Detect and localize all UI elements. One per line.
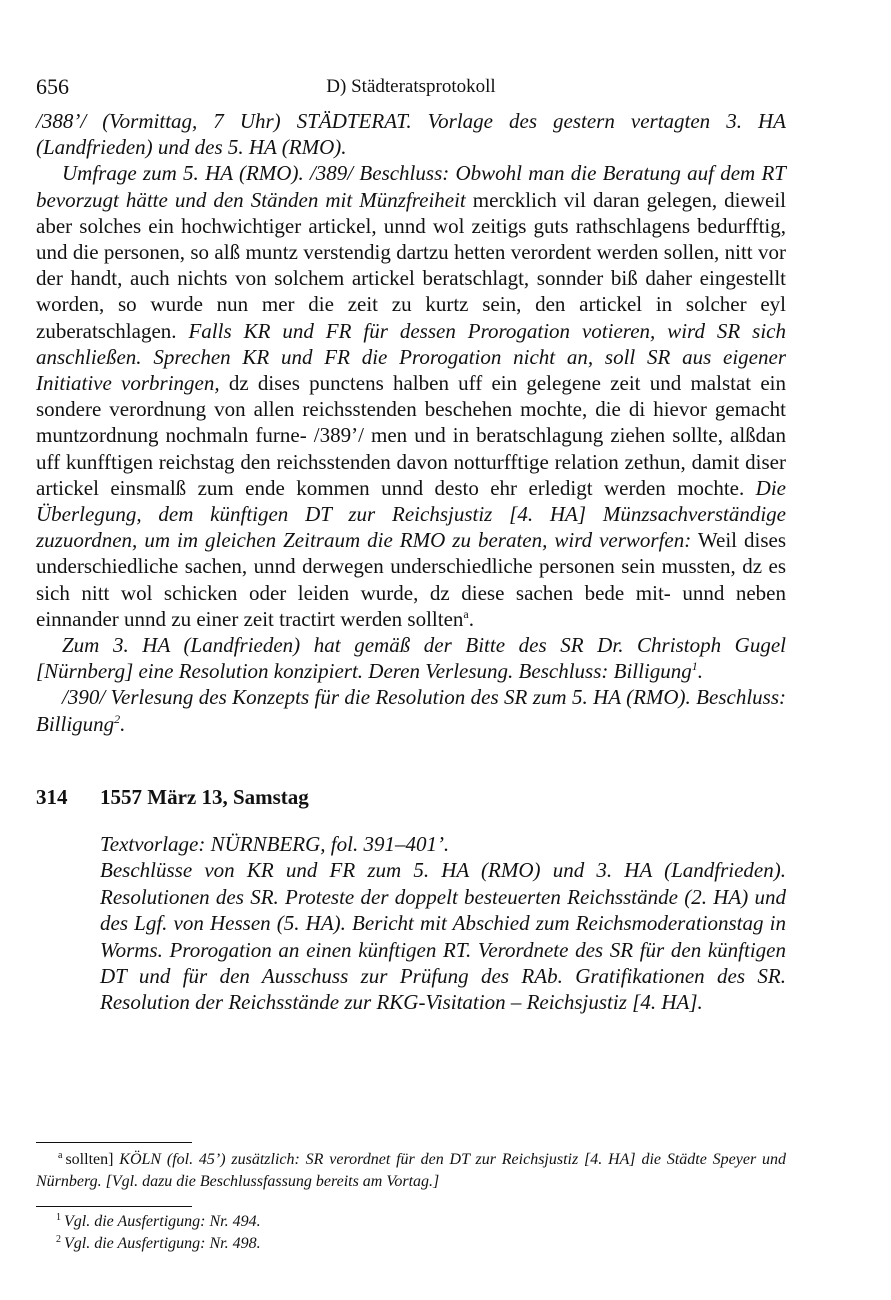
footnote-a-lemma: sollten]	[65, 1151, 114, 1168]
page-number: 656	[36, 74, 69, 99]
section-abstract: Beschlüsse von KR und FR zum 5. HA (RMO) und 3. HA (Landfrieden). Resolutionen des SR. Proteste der doppelt besteuerten Reichsstände (2. HA) und des Lgf. von Hessen (5. HA). Bericht mit Abschied zum Reichsmoderationstag in Worms. Prorogation an einen künftigen RT. Verordnete des SR für den künftigen DT und für den Ausschuss zur Prüfung des RAb. Gratifikationen des SR. Resolution der Reichsstände zur RKG-Visitation – Reichsjustiz [4. HA].	[100, 858, 786, 1015]
page-content	[36, 74, 786, 1016]
section-date: 1557 März 13, Samstag	[100, 784, 309, 809]
footnote-ref-2[interactable]: 2	[114, 711, 121, 726]
footnote-rule	[36, 1142, 192, 1143]
resolution-reading-text: /390/ Verlesung des Konzepts für die Resolution des SR zum 5. HA (RMO). Beschluss: Billigung	[36, 685, 786, 736]
section-number: 314	[36, 784, 68, 809]
footnote-1-text: Vgl. die Ausfertigung: Nr. 494.	[64, 1213, 261, 1230]
footnote-a	[36, 1149, 786, 1193]
paragraph-session-opening	[36, 108, 786, 160]
section-heading	[36, 785, 786, 815]
rmo-summary-italic-3: Die Überlegung, dem künftigen DT zur Reichsjustiz [4. HA] Münzsachverständige zuzuordnen, um im gleichen Zeitraum die RMO zu beraten, wird verworfen:	[36, 475, 786, 553]
rmo-summary-italic: Umfrage zum 5. HA (RMO). /389/ Beschluss: Obwohl man die Beratung auf dem RT bevorzugt hätte und den Ständen mit Münzfreiheit	[36, 161, 786, 212]
textvorlage: Textvorlage: NÜRNBERG, fol. 391–401’.	[100, 831, 450, 856]
rmo-quote-3: Weil dises underschiedliche sachen, unnd derwegen underschiedliche personen sein mussten, dz es sich nitt wol schicken oder leiden wurde, dz diese sachen bede mit- unnd neben einnander unnd zu einer zeit tractirt werden sollten	[36, 528, 787, 631]
footnote-2-marker: 2	[56, 1233, 61, 1245]
footnote-2	[36, 1233, 786, 1255]
landfrieden-text: Zum 3. HA (Landfrieden) hat gemäß der Bitte des SR Dr. Christoph Gugel [Nürnberg] eine Resolution konzipiert. Deren Verlesung. Beschluss: Billigung	[36, 633, 786, 684]
footnote-ref-a[interactable]: a	[463, 606, 469, 621]
critical-apparatus	[36, 1142, 786, 1193]
footnote-1-marker: 1	[56, 1211, 61, 1223]
body-text	[36, 108, 786, 737]
landfrieden-end: .	[697, 659, 704, 684]
footnote-rule-2	[36, 1206, 192, 1207]
resolution-reading-end: .	[120, 711, 126, 736]
footnote-1	[36, 1211, 786, 1233]
rmo-summary-italic-2: Falls KR und FR für dessen Prorogation votieren, wird SR sich anschließen. Sprechen KR und FR die Prorogation nicht an, soll SR aus eigener Initiative vorbringen,	[36, 318, 786, 396]
footnote-a-marker: a	[58, 1149, 63, 1161]
rmo-end: .	[468, 606, 474, 631]
running-title: D) Städteratsprotokoll	[326, 76, 496, 97]
rmo-quote-2: dz dises punctens halben uff ein gelegene zeit und malstat ein sondere verordnung von allen reichsstenden beschehen mochte, die di hievor gemacht muntzordnung nochmaln furne- /389’/ men und in beratschlagung ziehen sollte, alßdan uff kunfftigen reichstag den reichsstenden davon notturfftige relation zethun, damit diser artickel einsmalß zum ende kommen unnd desto ehr erledigt werden mochte.	[36, 371, 786, 500]
rmo-quote-1: mercklich vil daran gelegen, dieweil aber solches ein hochwichtiger artickel, unnd wol zeitigs guts rathschlagens bedurfftig, und die personen, so alß muntz verstendig dartzu hetten verordent werden sollen, nitt vor der handt, auch nichts von solchem artickel beratschlagt, sonnder biß daher eingestellt worden, so wurde nun mer die zeit zu kurtz sein, den artickel in solcher eyl zuberatschlagen.	[36, 187, 786, 343]
session-opening-text: /388’/ (Vormittag, 7 Uhr) STÄDTERAT. Vorlage des gestern vertagten 3. HA (Landfrieden) und des 5. HA (RMO).	[36, 109, 786, 160]
footnote-2-text: Vgl. die Ausfertigung: Nr. 498.	[64, 1235, 261, 1252]
footnote-a-text: KÖLN (fol. 45’) zusätzlich: SR verordnet für den DT zur Reichsjustiz [4. HA] die Städte Speyer und Nürnberg. [Vgl. dazu die Beschlussfassung bereits am Vortag.]	[36, 1151, 786, 1190]
running-head	[36, 74, 786, 108]
footnotes-numbered	[36, 1206, 786, 1255]
paragraph-resolution-reading	[36, 684, 786, 736]
footnote-ref-1[interactable]: 1	[691, 659, 698, 674]
section-summary	[36, 831, 786, 1016]
paragraph-rmo-decision	[36, 160, 786, 632]
paragraph-landfrieden	[36, 632, 786, 684]
